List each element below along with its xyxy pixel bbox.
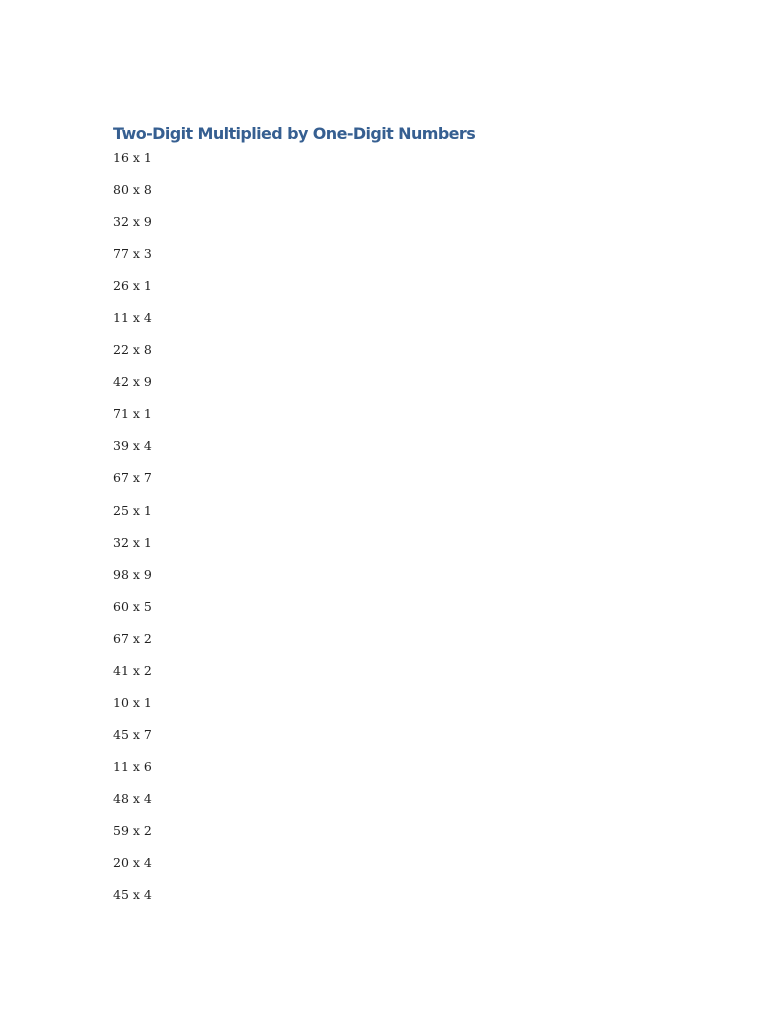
problem-item: 22 x 8 — [113, 342, 152, 358]
problem-item: 60 x 5 — [113, 598, 152, 614]
problem-list — [113, 149, 152, 918]
problem-item: 45 x 7 — [113, 726, 152, 742]
problem-item: 67 x 7 — [113, 470, 152, 486]
problem-item: 32 x 9 — [113, 214, 152, 230]
problem-item: 41 x 2 — [113, 662, 152, 678]
problem-item: 71 x 1 — [113, 406, 152, 422]
problem-item: 42 x 9 — [113, 374, 152, 390]
problem-item: 11 x 4 — [113, 310, 152, 326]
problem-item: 26 x 1 — [113, 278, 152, 294]
problem-item: 67 x 2 — [113, 630, 152, 646]
problem-item: 11 x 6 — [113, 758, 152, 774]
problem-item: 48 x 4 — [113, 790, 152, 806]
problem-item: 39 x 4 — [113, 438, 152, 454]
problem-item: 80 x 8 — [113, 182, 152, 198]
problem-item: 45 x 4 — [113, 887, 152, 903]
problem-item: 77 x 3 — [113, 246, 152, 262]
problem-item: 16 x 1 — [113, 150, 152, 165]
problem-item: 59 x 2 — [113, 822, 152, 838]
problem-item: 20 x 4 — [113, 855, 152, 871]
problem-item: 98 x 9 — [113, 566, 152, 582]
problem-item: 10 x 1 — [113, 694, 152, 710]
document-title: Two-Digit Multiplied by One-Digit Numbers — [113, 124, 476, 143]
problem-item: 25 x 1 — [113, 502, 152, 518]
problem-item: 32 x 1 — [113, 534, 152, 550]
